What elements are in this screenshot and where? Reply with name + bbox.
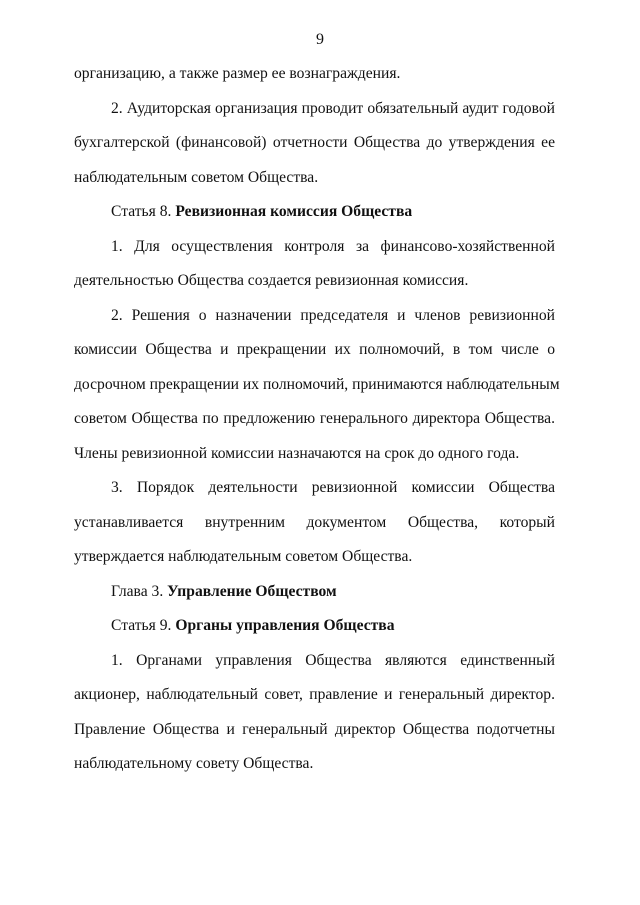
- chapter-heading: [74, 582, 555, 617]
- text-line: деятельностью Общества создается ревизионная комиссия.: [74, 272, 469, 289]
- article-title: Органы управления Общества: [175, 617, 395, 634]
- text-line: утверждается наблюдательным советом Общества.: [74, 548, 413, 565]
- article-number: Статья 8.: [111, 203, 172, 220]
- text-line: устанавливается внутренним документом Общества, который: [74, 513, 555, 531]
- chapter-title: Управление Обществом: [167, 582, 337, 600]
- text-line: наблюдательному совету Общества.: [74, 755, 314, 772]
- text-line: акционер, наблюдательный совет, правление и генеральный директор.: [74, 686, 555, 703]
- document-body: [74, 64, 560, 789]
- text-line: 2. Аудиторская организация проводит обязательный аудит годовой: [111, 99, 555, 117]
- text-line: досрочном прекращении их полномочий, принимаются наблюдательным: [74, 375, 560, 393]
- article-title: Ревизионная комиссия Общества: [175, 203, 413, 220]
- article-heading: [74, 202, 555, 237]
- text-line: советом Общества по предложению генерального директора Общества.: [74, 410, 555, 427]
- text-line: организацию, а также размер ее вознаграждения.: [74, 65, 401, 82]
- text-line: наблюдательным советом Общества.: [74, 168, 319, 186]
- text-line: комиссии Общества и прекращении их полномочий, в том числе о: [74, 341, 555, 358]
- text-line: 1. Для осуществления контроля за финансово-хозяйственной: [111, 237, 555, 255]
- article-number: Статья 9.: [111, 617, 172, 634]
- article-heading: [74, 616, 555, 651]
- chapter-number: Глава 3.: [111, 582, 164, 600]
- text-line: 1. Органами управления Общества являются единственный: [111, 651, 555, 669]
- text-line: 2. Решения о назначении председателя и членов ревизионной: [111, 306, 555, 324]
- text-line: бухгалтерской (финансовой) отчетности Общества до утверждения ее: [74, 134, 555, 151]
- text-line: 3. Порядок деятельности ревизионной комиссии Общества: [111, 479, 555, 496]
- page-number: 9: [316, 31, 324, 48]
- text-line: Члены ревизионной комиссии назначаются на срок до одного года.: [74, 444, 520, 462]
- text-line: Правление Общества и генеральный директор Общества подотчетны: [74, 720, 555, 738]
